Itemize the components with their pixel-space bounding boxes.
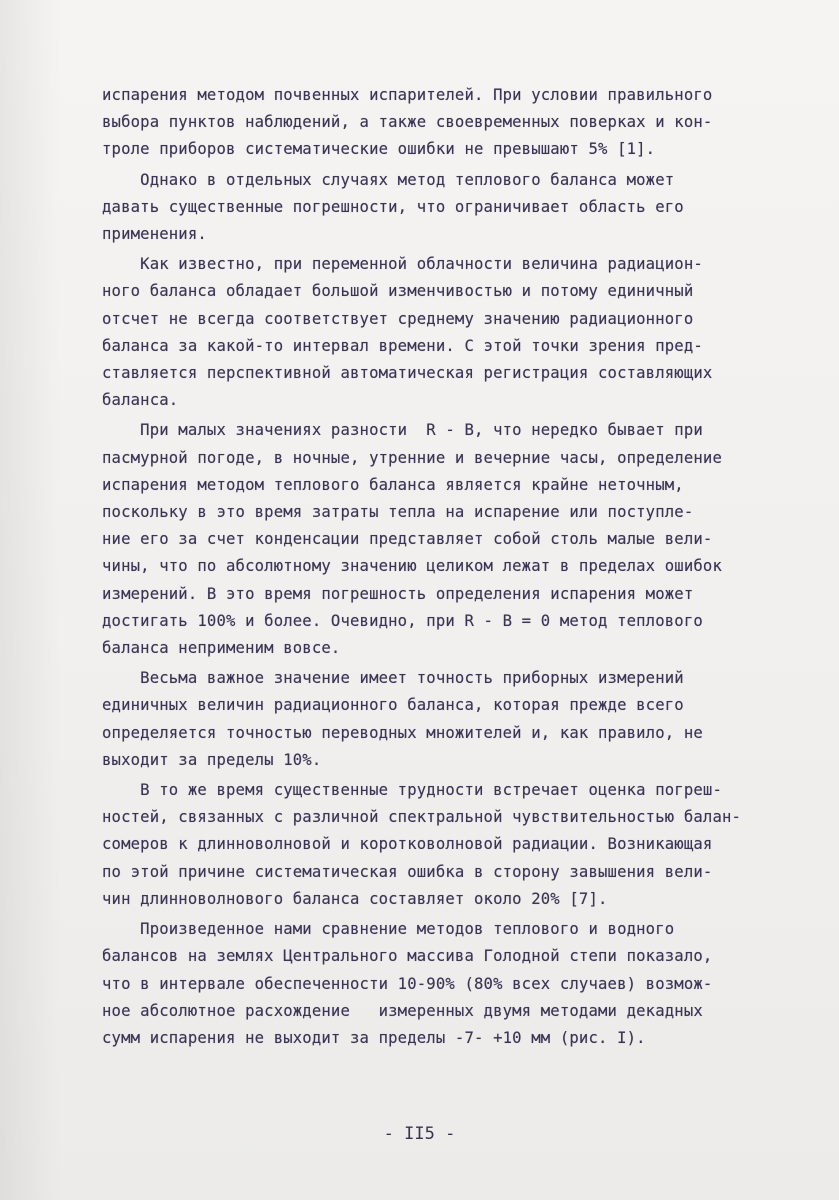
text-line: выходит за пределы 10%. — [102, 750, 322, 769]
paragraph — [102, 777, 802, 913]
text-line: ностей, связанных с различной спектральной чувствительностью балан- — [102, 808, 742, 827]
text-line: выбора пунктов наблюдений, а также своевременных поверках и кон- — [102, 113, 713, 132]
paragraph — [102, 916, 802, 1052]
paragraph — [102, 167, 802, 249]
page-number: - II5 - — [383, 1124, 456, 1144]
text-line: сумм испарения не выходит за пределы -7- +10 мм (рис. I). — [102, 1028, 646, 1047]
text-line: троле приборов систематические ошибки не превышают 5% [1]. — [102, 140, 656, 159]
text-line: В то же время существенные трудности встречает оценка погреш- — [102, 781, 722, 800]
text-line: испарения методом почвенных испарителей. При условии правильного — [102, 86, 713, 104]
text-line: достигать 100% и более. Очевидно, при R - B = 0 метод теплового — [102, 611, 703, 630]
text-line: ние его за счет конденсации представляет собой столь малые вели- — [102, 530, 713, 549]
text-line: определяется точностью переводных множителей и, как правило, не — [102, 723, 703, 742]
paragraph — [102, 251, 802, 414]
text-line: Как известно, при переменной облачности величина радиацион- — [102, 255, 703, 274]
text-line: по этой причине систематическая ошибка в сторону завышения вели- — [102, 862, 713, 881]
text-line: ставляется перспективной автоматическая регистрация составляющих — [102, 364, 713, 383]
text-line: применения. — [102, 225, 207, 244]
text-line: давать существенные погрешности, что ограничивает область его — [102, 197, 684, 216]
page-edge-shadow — [0, 0, 60, 1200]
text-line: пасмурной погоде, в ночные, утренние и вечерние часы, определение — [102, 448, 722, 467]
text-line: Однако в отдельных случаях метод теплового баланса может — [102, 170, 675, 189]
text-line: При малых значениях разности R - B, что нередко бывает при — [102, 421, 703, 440]
text-line: баланса неприменим вовсе. — [102, 639, 341, 658]
text-line: испарения методом теплового баланса является крайне неточным, — [102, 475, 684, 494]
text-line: единичных величин радиационного баланса, которая прежде всего — [102, 696, 684, 715]
paragraph — [102, 417, 802, 662]
text-line: Весьма важное значение имеет точность приборных измерений — [102, 669, 684, 688]
text-line: что в интервале обеспеченности 10-90% (80% всех случаев) возмож- — [102, 974, 713, 993]
text-line: измерений. В это время погрешность определения испарения может — [102, 584, 694, 603]
text-line: баланса. — [102, 391, 179, 410]
text-line: чины, что по абсолютному значению целиком лежат в пределах ошибок — [102, 557, 722, 576]
paragraph — [102, 665, 802, 774]
text-line: поскольку в это время затраты тепла на испарение или поступле- — [102, 503, 694, 522]
paragraph — [102, 82, 802, 164]
text-line: ное абсолютное расхождение измеренных двумя методами декадных — [102, 1001, 703, 1020]
text-line: чин длинноволнового баланса составляет около 20% [7]. — [102, 889, 608, 908]
body-text — [102, 82, 802, 1052]
text-line: балансов на землях Центрального массива Голодной степи показало, — [102, 947, 713, 966]
text-line: сомеров к длинноволновой и коротковолновой радиации. Возникающая — [102, 835, 713, 854]
text-line: Произведенное нами сравнение методов теплового и водного — [102, 920, 675, 939]
text-line: отсчет не всегда соответствует среднему значению радиационного — [102, 309, 694, 328]
text-line: баланса за какой-то интервал времени. С этой точки зрения пред- — [102, 336, 703, 355]
text-line: ного баланса обладает большой изменчивостью и потому единичный — [102, 282, 694, 301]
